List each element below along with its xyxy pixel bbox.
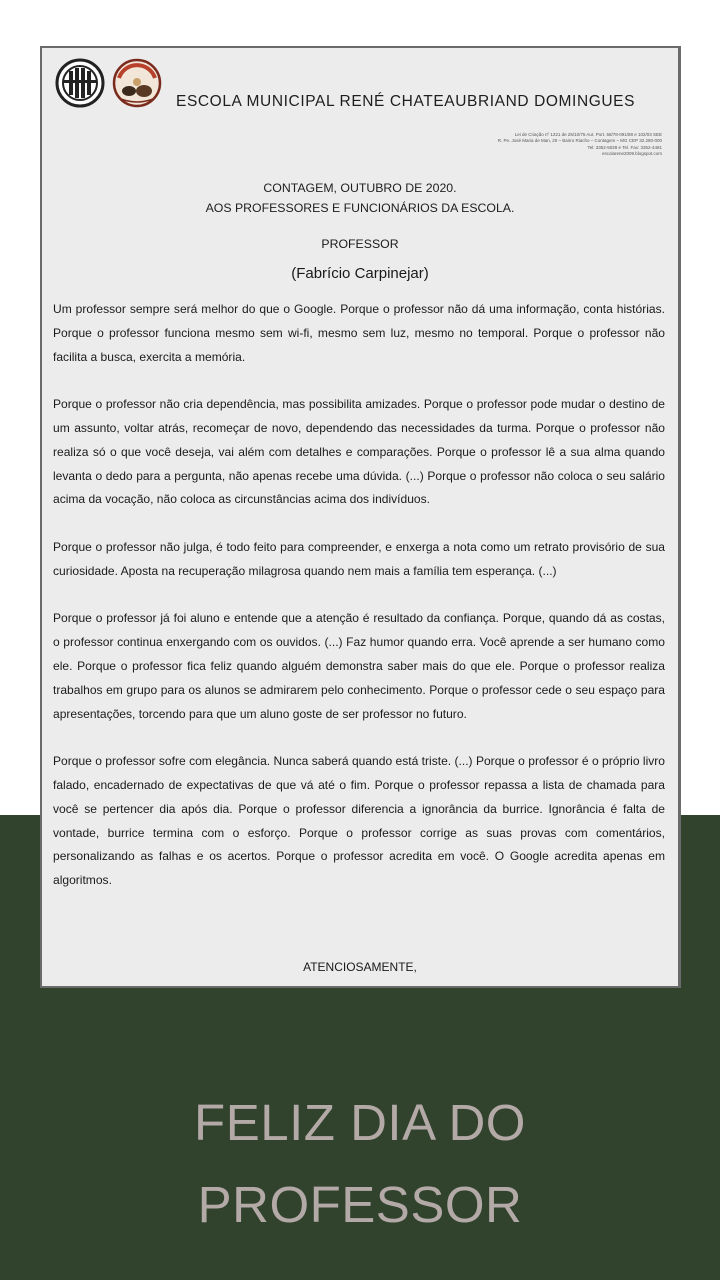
letter-body [53, 298, 665, 893]
greeting-line-2: PROFESSOR [197, 1176, 523, 1233]
paragraph: Porque o professor sofre com elegância. Nunca saberá quando está triste. (...) Porque o professor é o próprio livro falado, encadernado de expectativas de que vá até o fim. Porque o professor repassa a lista de chamada para você se pertencer dia após dia. Porque o professor diferencia a ignorância da burrice. Ignorância é falta de vontade, burrice termina com o esforço. Porque o professor corrige as suas provas com comentários, personalizando as falhas e os acertos. Porque o professor acredita em você. O Google acredita apenas em algoritmos. [53, 754, 665, 888]
poem-title: PROFESSOR [321, 237, 399, 251]
municipal-seal-icon [111, 58, 163, 108]
address-line: escolarene2009.blogspot.com [601, 150, 662, 156]
paragraph: Porque o professor não cria dependência, mas possibilita amizades. Porque o professor pode mudar o destino de um assunto, voltar atrás, recomeçar de novo, dependendo das necessidades da turma. Porque o professor não realiza só o que você deseja, vai além com detalhes e comparações. Porque o professor lê a sua alma quando levanta o dedo para a pergunta, não apenas recebe uma dúvida. (...) Porque o professor não coloca o seu salário acima da vocação, não coloca as circunstâncias acima dos indivíduos. [53, 397, 665, 507]
address-line: Tel: 3352-5028 e Tel. Fax: 3352-4481 [587, 144, 662, 150]
school-name: ESCOLA MUNICIPAL RENÉ CHATEAUBRIAND DOMINGUES [176, 93, 636, 110]
greeting-line-1: FELIZ DIA DO [194, 1094, 526, 1151]
school-crest-icon [55, 58, 105, 108]
letter-addressee: AOS PROFESSORES E FUNCIONÁRIOS DA ESCOLA. [205, 201, 515, 215]
school-address [498, 132, 662, 157]
letter-closing: ATENCIOSAMENTE, [303, 960, 417, 974]
paragraph: Porque o professor não julga, é todo feito para compreender, e enxerga a nota como um retrato provisório de sua curiosidade. Aposta na recuperação milagrosa quando nem mais a família tem esperança. (...) [53, 539, 665, 578]
letter-document [40, 46, 681, 988]
address-line: Lei de Criação nº 1221 de 25/10/75 Aut. Port. 58/78-091/88 e 102/03 SEE [514, 132, 662, 137]
paragraph: Porque o professor já foi aluno e entende que a atenção é resultado da confiança. Porque, quando dá as costas, o professor continua enxergando com os ouvidos. (...) Faz humor quando erra. Você aprende a ser humano como ele. Porque o professor fica feliz quando alguém demonstra saber mais do que ele. Porque o professor realiza trabalhos em grupo para os alunos se admirarem pelo conhecimento. Porque o professor cede o seu espaço para apresentações, torcendo para que um aluno goste de ser professor no futuro. [53, 611, 665, 721]
paragraph: Um professor sempre será melhor do que o Google. Porque o professor não dá uma informação, conta histórias. Porque o professor funciona mesmo sem wi-fi, mesmo sem luz, mesmo no temporal. Porque o professor não facilita a busca, exercita a memória. [53, 302, 665, 364]
address-line: R. Pe. José Maria de Man, 20 – Bairro Riacho – Contagem – MG CEP 32.280-000 [497, 138, 662, 144]
letter-date: CONTAGEM, OUTUBRO DE 2020. [263, 181, 457, 195]
poem-author: (Fabrício Carpinejar) [291, 265, 429, 282]
